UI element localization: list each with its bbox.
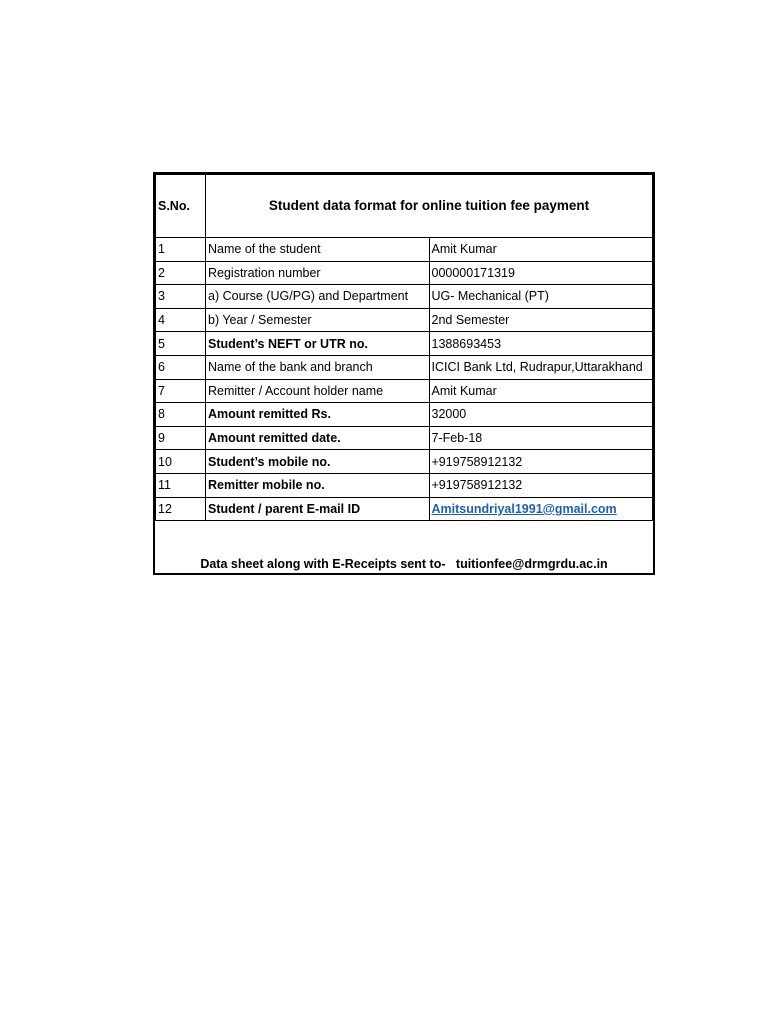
row-number: 2: [156, 261, 206, 285]
field-value: 2nd Semester: [429, 308, 653, 332]
footer-cell: [156, 521, 653, 574]
table-row: [156, 473, 653, 497]
row-number: 5: [156, 332, 206, 356]
row-number: 12: [156, 497, 206, 521]
field-value: UG- Mechanical (PT): [429, 285, 653, 309]
table-row: [156, 332, 653, 356]
row-number: 9: [156, 426, 206, 450]
row-number: 10: [156, 450, 206, 474]
field-value: +919758912132: [429, 450, 653, 474]
field-label: Name of the bank and branch: [206, 355, 430, 379]
table-row: [156, 450, 653, 474]
row-number: 3: [156, 285, 206, 309]
email-cell: [429, 497, 653, 521]
table-title: Student data format for online tuition fee payment: [206, 175, 653, 238]
row-number: 11: [156, 473, 206, 497]
row-number: 8: [156, 403, 206, 427]
field-label: b) Year / Semester: [206, 308, 430, 332]
field-label: Student / parent E-mail ID: [206, 497, 430, 521]
table-row: [156, 238, 653, 262]
field-value: +919758912132: [429, 473, 653, 497]
field-label: Amount remitted Rs.: [206, 403, 430, 427]
field-value: 1388693453: [429, 332, 653, 356]
footer-note: Data sheet along with E-Receipts sent to- tuitionfee@drmgrdu.ac.in: [200, 557, 608, 572]
field-value: Amit Kumar: [429, 238, 653, 262]
row-number: 7: [156, 379, 206, 403]
field-label: Name of the student: [206, 238, 430, 262]
table-row: [156, 426, 653, 450]
field-label: a) Course (UG/PG) and Department: [206, 285, 430, 309]
header-row: [156, 175, 653, 238]
email-link[interactable]: Amitsundriyal1991@gmail.com: [431, 501, 617, 516]
table-row: [156, 308, 653, 332]
table-row: [156, 379, 653, 403]
row-number: 6: [156, 355, 206, 379]
table-row: [156, 285, 653, 309]
table-row: [156, 403, 653, 427]
field-value: 32000: [429, 403, 653, 427]
footer-row: [156, 521, 653, 574]
field-label: Amount remitted date.: [206, 426, 430, 450]
field-label: Student’s NEFT or UTR no.: [206, 332, 430, 356]
field-value: ICICI Bank Ltd, Rudrapur,Uttarakhand: [429, 355, 653, 379]
student-data-table: [155, 174, 653, 573]
row-number: 4: [156, 308, 206, 332]
sno-header: S.No.: [156, 175, 206, 238]
field-value: 000000171319: [429, 261, 653, 285]
fee-data-sheet: [153, 172, 655, 575]
field-label: Remitter / Account holder name: [206, 379, 430, 403]
field-value: 7-Feb-18: [429, 426, 653, 450]
field-label: Remitter mobile no.: [206, 473, 430, 497]
row-number: 1: [156, 238, 206, 262]
field-label: Student’s mobile no.: [206, 450, 430, 474]
table-row: [156, 497, 653, 521]
table-row: [156, 261, 653, 285]
field-value: Amit Kumar: [429, 379, 653, 403]
table-row: [156, 355, 653, 379]
field-label: Registration number: [206, 261, 430, 285]
